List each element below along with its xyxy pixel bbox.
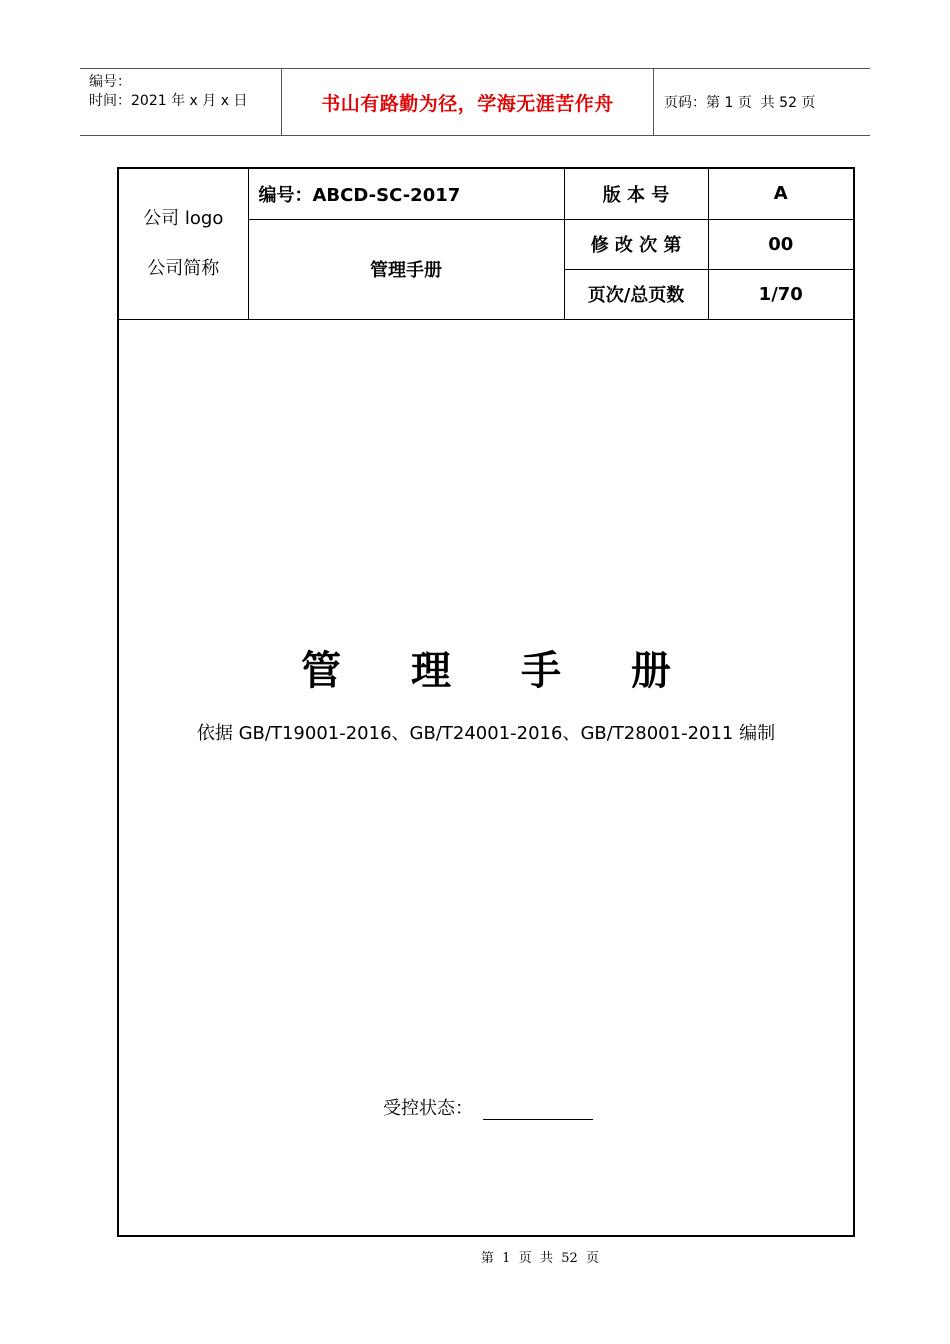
company-short-name: 公司简称: [147, 257, 220, 279]
control-status: [383, 1094, 593, 1120]
document-info-table: [119, 169, 853, 320]
version-label: 版 本 号: [564, 169, 708, 219]
header-date: 时间：2021 年 x 月 x 日: [89, 93, 248, 109]
revision-value: 00: [708, 219, 853, 269]
company-identity-cell: [119, 169, 248, 319]
control-status-label: 受控状态：: [383, 1098, 473, 1119]
page-count-value: 1/70: [708, 269, 853, 319]
page-count-label: 页次/总页数: [564, 269, 708, 319]
header-motto-cell: [281, 69, 654, 135]
version-value: A: [708, 169, 853, 219]
header-number-label: 编号：: [89, 74, 131, 90]
document-title: 管 理 手 册: [301, 648, 699, 694]
header-motto: 书山有路勤为径，学海无涯苦作舟: [321, 92, 614, 115]
page-header: [80, 68, 870, 136]
footer-page-number: 第 1 页 共 52 页: [480, 1251, 600, 1266]
doc-code: 编号：ABCD-SC-2017: [248, 169, 564, 219]
header-page-info-cell: [654, 69, 870, 135]
document-frame: [117, 167, 855, 1237]
control-status-blank[interactable]: [483, 1101, 593, 1120]
header-page-info: 页码：第 1 页 共 52 页: [664, 95, 816, 111]
revision-label: 修 改 次 第: [564, 219, 708, 269]
standards-basis: 依据 GB/T19001-2016、GB/T24001-2016、GB/T28001-2011 编制: [196, 723, 776, 744]
company-logo: 公司 logo: [143, 207, 224, 229]
doc-name: 管理手册: [248, 219, 564, 319]
header-meta: [80, 69, 281, 135]
page-footer: [0, 1247, 950, 1266]
